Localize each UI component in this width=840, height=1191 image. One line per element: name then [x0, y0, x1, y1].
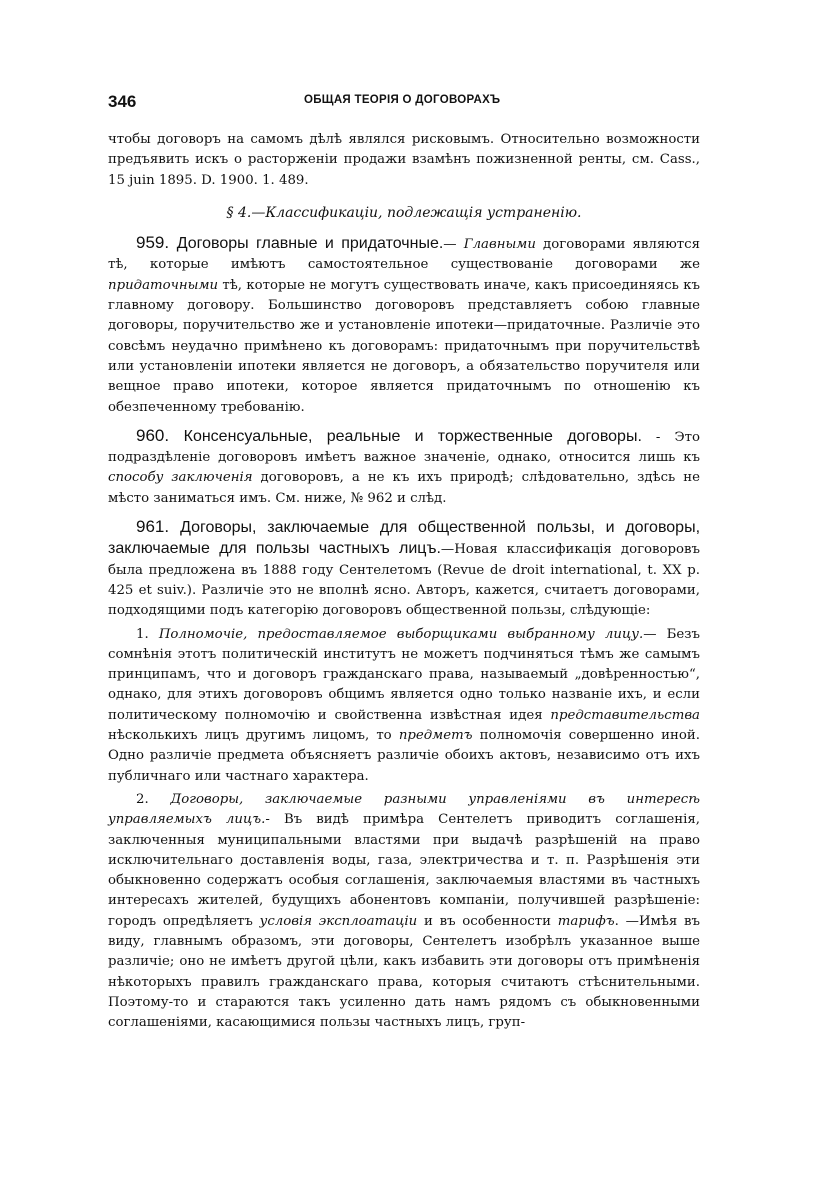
italic-text: Полномочіе, предоставляемое выборщиками выбранному лицу.: [158, 626, 644, 642]
paragraph-number: 960.: [136, 425, 184, 445]
italic-text: придаточными: [108, 277, 219, 293]
section-heading: [108, 203, 700, 223]
paragraph-title: Консенсуальные, реальные и торжественные договоры.: [183, 427, 642, 445]
text-run: договоровъ, а не къ ихъ природѣ; слѣдовательно, здѣсь не мѣсто заниматься имъ. См. ниже, № 962 и слѣд.: [108, 470, 700, 506]
text-run: тѣ, которые не могутъ существовать иначе, какъ присоединяясь къ главному договору. Большинство договоровъ представляетъ собою главные договоры, поручительство же и установленіе ипотеки—придаточные. Различіе это совсѣмъ неудачно примѣнено къ договорамъ: придаточнымъ при поручительствѣ или установленіи ипотеки является не договоръ, а обязательство поручителя или вещное право ипотеки, которое является придаточнымъ по отношенію къ обезпеченному требованію.: [108, 277, 700, 415]
page-number: 346: [108, 92, 137, 111]
text-run: договорами являются тѣ, которые имѣютъ самостоятельное существованіе договорами же: [108, 237, 700, 273]
italic-text: представительства: [550, 707, 700, 723]
paragraph-number: 961.: [136, 517, 181, 537]
text-run: нѣсколькихъ лицъ другимъ лицомъ, то: [108, 728, 399, 744]
paragraph-number: 959.: [136, 233, 177, 253]
text-run: . —Имѣя въ виду, главнымъ образомъ, эти договоры, Сентелетъ изобрѣлъ указанное выше различіе; оно не имѣетъ другой цѣли, какъ избавить эти договоры отъ примѣненія нѣкоторыхъ правилъ гражданскаго права, которыя считаютъ стѣснительными. Поэтому-то и стараются такъ усиленно дать намъ рядомъ съ обыкновенными соглашеніями, касающимися пользы частныхъ лицъ, груп-: [108, 913, 700, 1031]
text-run: 2.: [136, 791, 171, 807]
text-run: 1.: [136, 626, 159, 642]
text-run: - Въ видѣ примѣра Сентелетъ приводитъ соглашенія, заключенныя муниципальными властями при выдачѣ разрѣшеній на право исключительнаго доставленія воды, газа, электричества и т. п. Разрѣшенія эти обыкновенно содержатъ особыя соглашенія, заключаемыя властями въ частныхъ интересахъ жителей, будущихъ абонентовъ компаніи, получившей разрѣшеніе: городъ опредѣляетъ: [108, 812, 701, 929]
paragraph-961: [108, 517, 700, 621]
text-run: — Безъ сомнѣнія этотъ политическій институтъ не можетъ подчиняться тѣмъ же самымъ принципамъ, что и договоръ гражданскаго права, называемый „довѣренностью“, однако, для этихъ договоровъ общимъ является одно только названіе ихъ, и если политическому полномочію и свойственна извѣстная идея: [108, 626, 700, 723]
italic-text: Договоры, заключаемые разными управленіями въ интересѣ управляемыхъ лицъ.: [108, 791, 700, 828]
book-page: [108, 92, 700, 1033]
text-run: - Это подраздѣленіе договоровъ имѣетъ важное значеніе, однако, относится лишь къ: [108, 429, 700, 466]
text-run: и въ особенности: [417, 913, 558, 929]
page-header: [108, 92, 700, 114]
italic-text: Главными: [463, 237, 536, 253]
text-run: § 4.—Классификаціи, подлежащія устраненію.: [226, 204, 582, 221]
italic-text: условія эксплоатаціи: [259, 913, 418, 929]
paragraph-960: [108, 426, 700, 509]
text-run: —: [443, 237, 464, 253]
text-run: чтобы договоръ на самомъ дѣлѣ являлся рисковымъ. Относительно возможности предъявить искъ о расторженіи продажи взамѣнъ пожизненной ренты, см. Cass., 15 juin 1895. D. 1900. 1. 489.: [108, 132, 700, 188]
paragraph-title: Договоры главные и придаточные.: [176, 235, 444, 253]
continuation-paragraph: [108, 130, 700, 191]
paragraph-title: Договоры, заключаемые для общественной пользы, и договоры, заключаемые для пользы частныхъ лицъ.: [108, 519, 701, 558]
subpoint-1: [108, 625, 700, 787]
paragraph-959: [108, 233, 700, 418]
italic-text: способу заключенія: [108, 470, 253, 486]
italic-text: тарифъ: [557, 913, 615, 929]
subpoint-2: [108, 790, 700, 1034]
italic-text: предметъ: [398, 728, 473, 744]
running-title: ОБЩАЯ ТЕОРІЯ О ДОГОВОРАХЪ: [304, 94, 501, 106]
text-run: —Новая классификація договоровъ была предложена въ 1888 году Сентелетомъ (Revue de droit international, t. XX p. 425 et suiv.). Различіе это не вполнѣ ясно. Авторъ, кажется, считаетъ договорами, подходящими подъ категорію договоровъ общественной пользы, слѣдующіе:: [108, 542, 700, 619]
page-body: [108, 130, 700, 1033]
text-run: полномочія совершенно иной. Одно различіе предмета объясняетъ различіе обоихъ актовъ, независимо отъ ихъ публичнаго или частнаго характера.: [108, 728, 700, 784]
